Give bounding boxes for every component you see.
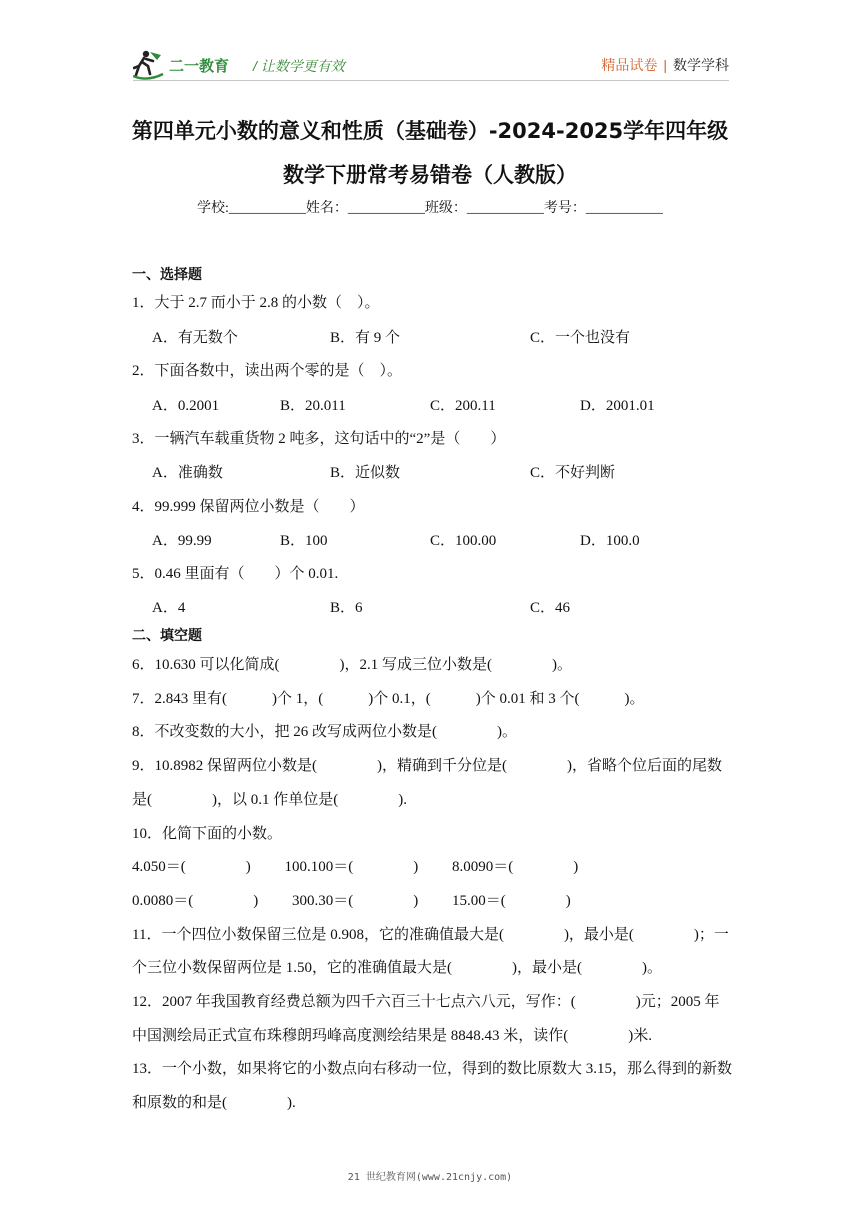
question-10-row1: 4.050＝( ) 100.100＝( ) 8.0090＝( ) [132, 859, 579, 875]
question-1-option-c: C．一个也没有 [530, 330, 631, 346]
question-9-line2: 是( )，以 0.1 作单位是( ). [132, 792, 407, 808]
question-2-option-b: B．20.011 [280, 398, 346, 414]
question-5-stem: 5．0.46 里面有（ ）个 0.01. [132, 566, 339, 582]
header-tag-subject: 数学学科 [673, 57, 729, 73]
question-2-option-a: A．0.2001 [152, 398, 220, 414]
page-footer: 21 世纪教育网(www.21cnjy.com) [347, 1172, 513, 1183]
section-fill-heading: 二、填空题 [132, 628, 202, 644]
question-10-row2: 0.0080＝( ) 300.30＝( ) 15.00＝( ) [132, 893, 571, 909]
header-slogan: / 让数学更有效 [253, 58, 345, 74]
page-header [133, 46, 729, 82]
page-title-line1: 第四单元小数的意义和性质（基础卷）-2024-2025学年四年级 [131, 119, 729, 143]
question-2-option-d: D．2001.01 [580, 398, 655, 414]
question-13-line2: 和原数的和是( ). [132, 1095, 296, 1111]
question-4-option-b: B．100 [280, 533, 328, 549]
question-2-option-c: C．200.11 [430, 398, 496, 414]
section-choice-heading: 一、选择题 [132, 267, 202, 283]
question-1-stem: 1．大于 2.7 而小于 2.8 的小数（ ）。 [132, 295, 380, 311]
question-12-line1: 12．2007 年我国教育经费总额为四千六百三十七点六八元，写作：( )元；2005 年 [132, 994, 720, 1010]
page-title-line2: 数学下册常考易错卷（人教版） [283, 163, 577, 187]
question-4-stem: 4．99.999 保留两位小数是（ ） [132, 499, 365, 515]
question-10-stem: 10．化简下面的小数。 [132, 826, 283, 842]
question-4-option-c: C．100.00 [430, 533, 497, 549]
header-divider [133, 80, 729, 81]
question-3-stem: 3．一辆汽车载重货物 2 吨多，这句话中的“2”是（ ） [132, 431, 506, 447]
question-5-option-a: A．4 [152, 600, 186, 616]
question-12-line2: 中国测绘局正式宣布珠穆朗玛峰高度测绘结果是 8848.43 米，读作( )米. [132, 1028, 652, 1044]
header-tag-premium: 精品试卷 [601, 57, 658, 73]
question-13-line1: 13．一个小数，如果将它的小数点向右移动一位，得到的数比原数大 3.15，那么得到的新数 [132, 1061, 733, 1077]
logo-text: 二一教育 [169, 57, 230, 75]
question-5-option-b: B．6 [330, 600, 363, 616]
header-separator: | [663, 57, 667, 73]
question-11-line1: 11．一个四位小数保留三位是 0.908，它的准确值最大是( )，最小是( )；一 [132, 927, 729, 943]
question-8: 8．不改变数的大小，把 26 改写成两位小数是( )。 [132, 724, 517, 740]
question-9-line1: 9．10.8982 保留两位小数是( )，精确到千分位是( )，省略个位后面的尾数 [132, 758, 722, 774]
question-3-option-c: C．不好判断 [530, 465, 616, 481]
question-5-option-c: C．46 [530, 600, 571, 616]
question-4-option-d: D．100.0 [580, 533, 640, 549]
runner-icon [133, 51, 163, 79]
question-1-option-b: B．有 9 个 [330, 330, 401, 346]
question-11-line2: 个三位小数保留两位是 1.50，它的准确值最大是( )，最小是( )。 [132, 960, 662, 976]
question-2-stem: 2．下面各数中，读出两个零的是（ ）。 [132, 363, 403, 379]
brand-logo [133, 48, 243, 82]
question-6: 6．10.630 可以化简成( )，2.1 写成三位小数是( )。 [132, 657, 572, 673]
student-info-line: 学校:___________姓名：___________班级：___________考号：___________ [197, 201, 663, 216]
question-4-option-a: A．99.99 [152, 533, 212, 549]
question-3-option-a: A．准确数 [152, 465, 223, 481]
question-1-option-a: A．有无数个 [152, 330, 238, 346]
question-3-option-b: B．近似数 [330, 465, 401, 481]
question-7: 7．2.843 里有( )个 1，( )个 0.1，( )个 0.01 和 3 个( )。 [132, 691, 645, 707]
header-right [601, 55, 729, 75]
